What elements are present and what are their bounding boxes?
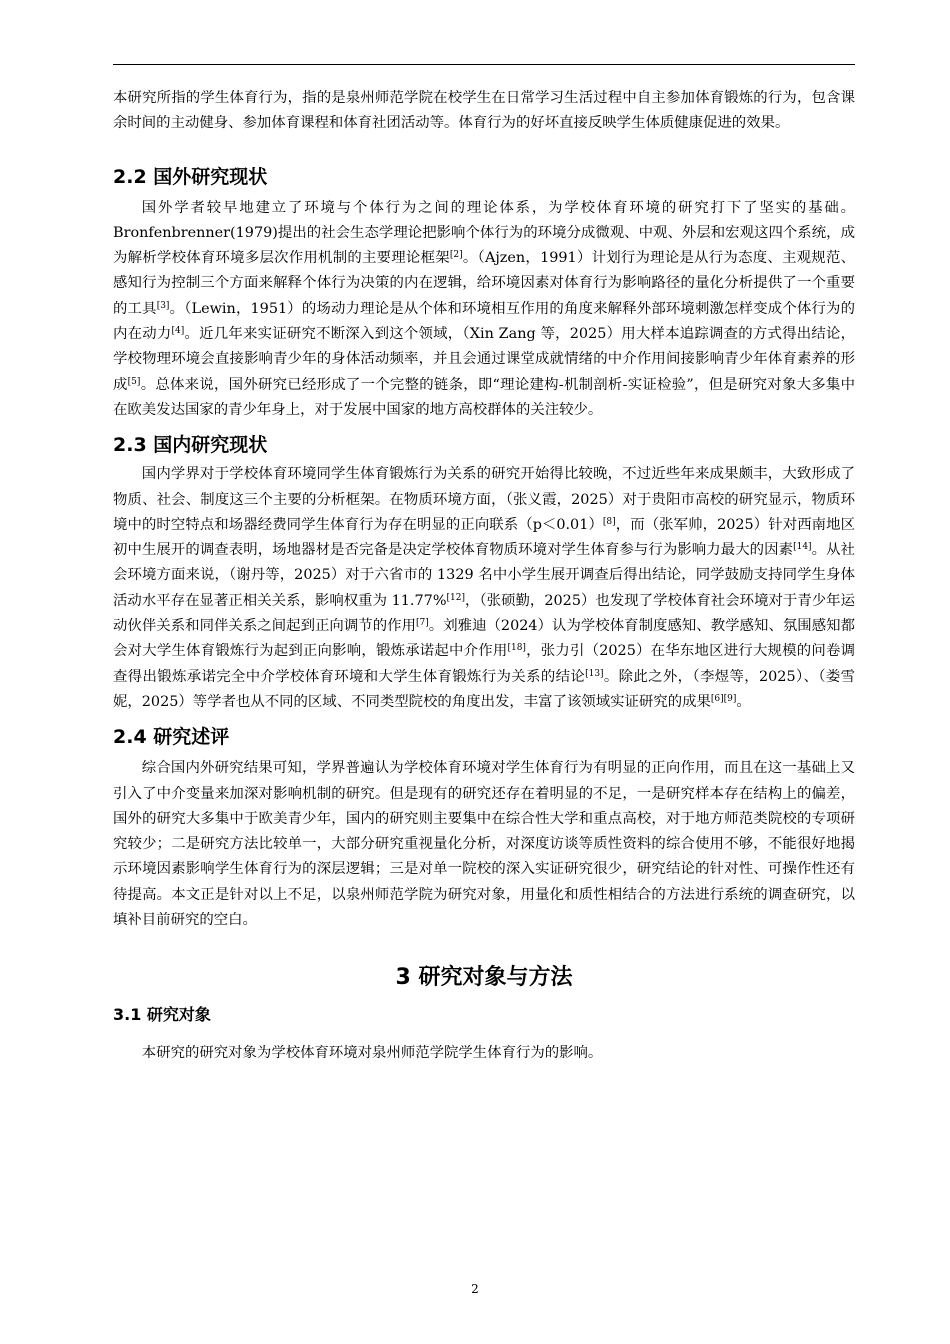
section-2-3-heading: 2.3 国内研究现状 xyxy=(113,434,268,457)
chapter-3-heading: 3 研究对象与方法 xyxy=(395,965,573,991)
citation-ref: [13] xyxy=(585,668,604,679)
section-2-4-heading: 2.4 研究述评 xyxy=(113,726,230,749)
section-2-2-heading: 2.2 国外研究现状 xyxy=(113,165,268,188)
section-3-1-heading: 3.1 研究对象 xyxy=(113,1005,211,1025)
header-rule xyxy=(113,64,855,65)
section-2-2-paragraph: 国外学者较早地建立了环境与个体行为之间的理论体系，为学校体育环境的研究打下了坚实的基础。Bronfenbrenner(1979)提出的社会生态学理论把影响个体行为的环境分成微观、中观、外层和宏观这四个系统，成为解析学校体育环境多层次作用机制的主要理论框架[2]。（Ajzen，1991）计划行为理论是从行为态度、主观规范、感知行为控制三个方面来解释个体行为决策的内在逻辑，给环境因素对体育行为影响路径的量化分析提供了一个重要的工具[3]。（Lewin，1951）的场动力理论是从个体和环境相互作用的角度来解释外部环境刺激怎样变成个体行为的内在动力[4]。近几年来实证研究不断深入到这个领域，（Xin Zang 等，2025）用大样本追踪调查的方式得出结论，学校物理环境会直接影响青少年的身体活动频率，并且会通过课堂成就情绪的中介作用间接影响青少年体育素养的形成[5]。总体来说，国外研究已经形成了一个完整的链条，即“理论建构-机制剖析-实证检验”，但是研究对象大多集中在欧美发达国家的青少年身上，对于发展中国家的地方高校群体的关注较少。 xyxy=(113,199,855,418)
citation-ref: [8] xyxy=(602,516,616,527)
citation-ref: [14] xyxy=(793,542,812,553)
section-2-4-paragraph: 综合国内外研究结果可知，学界普遍认为学校体育环境对学生体育行为有明显的正向作用，而且在这一基础上又引入了中介变量来加深对影响机制的研究。但是现有的研究还存在着明显的不足，一是研究样本存在结构上的偏差，国外的研究大多集中于欧美青少年，国内的研究则主要集中在综合性大学和重点高校，对于地方师范类院校的专项研究较少；二是研究方法比较单一，大部分研究重视量化分析，对深度访谈等质性资料的综合使用不够，不能很好地揭示环境因素影响学生体育行为的深层逻辑；三是对单一院校的深入实证研究很少，研究结论的针对性、可操作性还有待提高。本文正是针对以上不足，以泉州师范学院为研究对象，用量化和质性相结合的方法进行系统的调查研究，以填补目前研究的空白。 xyxy=(113,760,855,929)
citation-ref: [5] xyxy=(127,376,141,387)
citation-ref: [12] xyxy=(446,592,465,603)
citation-ref: [3] xyxy=(156,300,170,311)
citation-ref: [18] xyxy=(507,643,526,654)
section-2-3-paragraph: 国内学界对于学校体育环境同学生体育锻炼行为关系的研究开始得比较晚，不过近些年来成果颇丰，大致形成了物质、社会、制度这三个主要的分析框架。在物质环境方面，（张义霞，2025）对于贵阳市高校的研究显示，物质环境中的时空特点和场器经费同学生体育行为存在明显的正向联系（p＜0.01）[8]，而（张军帅，2025）针对西南地区初中生展开的调查表明，场地器材是否完备是决定学校体育物质环境对学生体育参与行为影响力最大的因素[14]。从社会环境方面来说，（谢丹等，2025）对于六省市的 1329 名中小学生展开调查后得出结论，同学鼓励支持同学生身体活动水平存在显著正相关关系，影响权重为 11.77%[12]，（张硕勤，2025）也发现了学校体育社会环境对于青少年运动伙伴关系和同伴关系之间起到正向调节的作用[7]。刘雅迪（2024）认为学校体育制度感知、教学感知、氛围感知都会对大学生体育锻炼行为起到正向影响，锻炼承诺起中介作用[18]，张力引（2025）在华东地区进行大规模的问卷调查得出锻炼承诺完全中介学校体育环境和大学生体育锻炼行为关系的结论[13]。除此之外，（李煜等，2025）、（娄雪妮，2025）等学者也从不同的区域、不同类型院校的角度出发，丰富了该领域实证研究的成果[6][9]。 xyxy=(113,466,855,710)
intro-paragraph: 本研究所指的学生体育行为，指的是泉州师范学院在校学生在日常学习生活过程中自主参加体育锻炼的行为，包含课余时间的主动健身、参加体育课程和体育社团活动等。体育行为的好坏直接反映学生体质健康促进的效果。 xyxy=(113,90,855,132)
citation-ref: [2] xyxy=(449,250,463,261)
citation-ref: [7] xyxy=(416,618,429,629)
citation-ref: [6][9] xyxy=(710,693,737,704)
page-number: 2 xyxy=(471,1282,479,1296)
page-body xyxy=(113,86,855,1067)
section-3-1-paragraph: 本研究的研究对象为学校体育环境对泉州师范学院学生体育行为的影响。 xyxy=(141,1045,603,1062)
citation-ref: [4] xyxy=(171,326,185,337)
